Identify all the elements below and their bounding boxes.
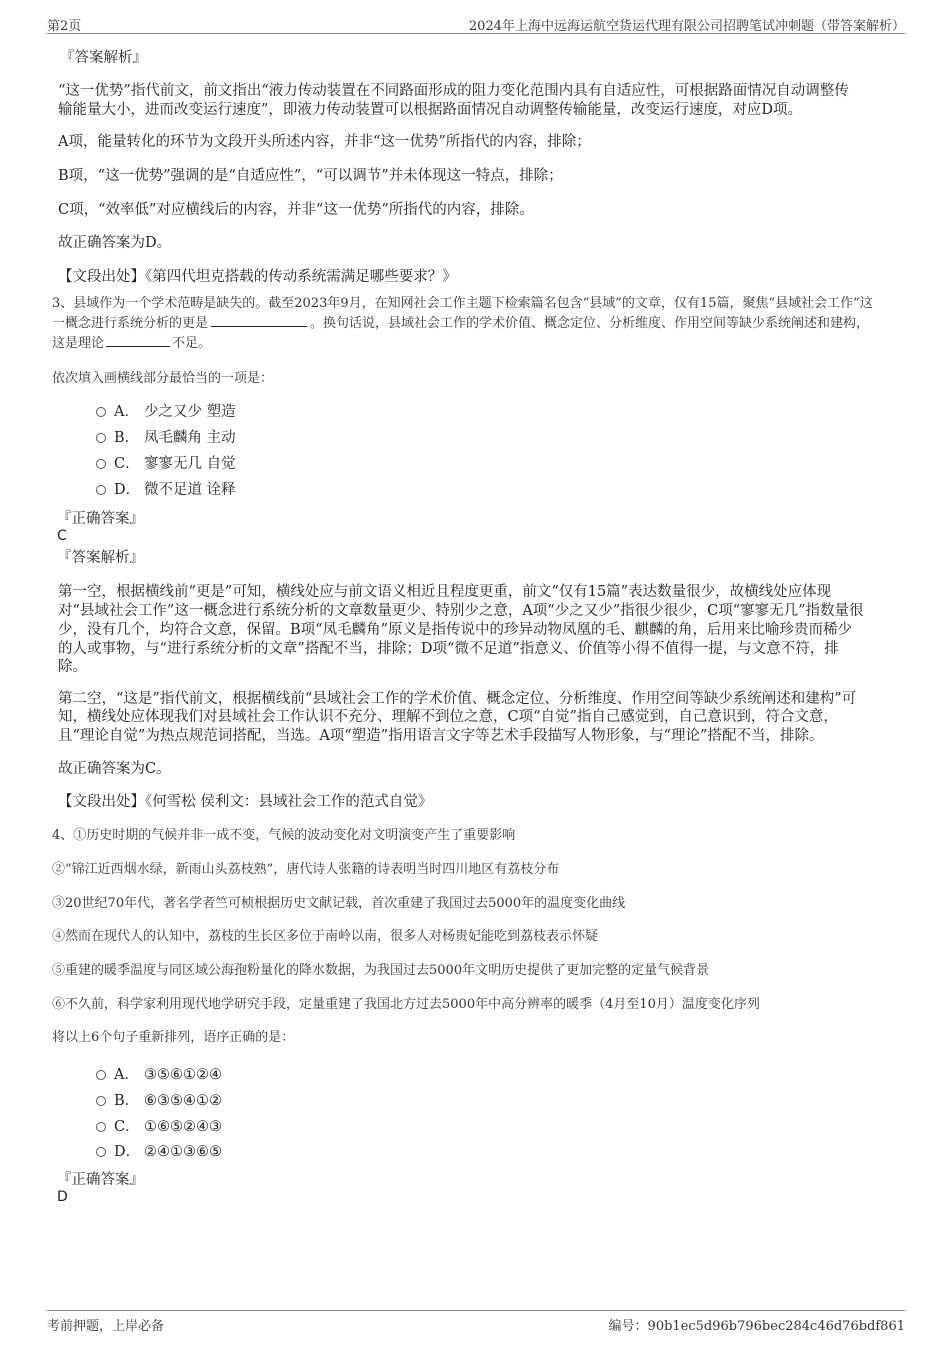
document-id: 编号：90b1ec5d96b796bec284c46d76bdf861 [608,1319,905,1334]
q3-option-b[interactable] [96,428,236,448]
answer-blank [106,334,170,347]
q3-stem-text: 一概念进行系统分析的更是 [52,316,209,331]
page-number: 第2页 [47,19,82,34]
q3-stem-line [52,334,211,354]
option-letter: D． [114,482,141,498]
q2-source: 【文段出处】《第四代坦克搭载的传动系统需满足哪些要求？》 [58,269,457,285]
radio-icon[interactable] [96,1147,106,1157]
option-letter: A． [114,1067,139,1083]
radio-icon[interactable] [96,1096,106,1106]
answer-blank [211,314,307,327]
q2-option-c-note: C项，“效率低”对应横线后的内容，并非“这一优势”所指代的内容，排除。 [58,202,534,218]
option-text: 寥寥无几 自觉 [144,456,236,472]
radio-icon[interactable] [96,407,106,417]
option-letter: C． [114,456,140,472]
q3-stem-text: 不足。 [172,336,212,351]
q3-answer: C [57,528,67,544]
q3-option-d[interactable] [96,480,236,500]
q2-analysis-line: 输能量大小，进而改变运行速度”，即液力传动装置可以根据路面情况自动调整传输能量，改变运行速度，对应D项。 [58,102,803,118]
q2-option-b-note: B项，“这一优势”强调的是“自适应性”，“可以调节”并未体现这一特点，排除； [58,168,563,184]
option-text: 凤毛麟角 主动 [144,430,236,446]
option-letter: C． [114,1119,140,1135]
q3-analysis-line: 对“县域社会工作”这一概念进行系统分析的文章数量更少、特别少之意，A项“少之又少”指很少很少，C项“寥寥无几”指数量很 [58,603,864,619]
document-title: 2024年上海中远海运航空货运代理有限公司招聘笔试冲刺题（带答案解析） [468,19,905,34]
q4-sentence: ④然而在现代人的认知中，荔枝的生长区多位于南岭以南，很多人对杨贵妃能吃到荔枝表示怀疑 [52,929,599,944]
q4-option-d[interactable] [96,1142,222,1162]
q4-option-a[interactable] [96,1065,222,1085]
q3-stem-line [52,314,869,334]
q4-sentence: ③20世纪70年代，著名学者竺可桢根据历史文献记载，首次重建了我国过去5000年的温度变化曲线 [52,896,626,911]
radio-icon[interactable] [96,485,106,495]
q2-analysis-line: “这一优势”指代前文，前文指出“液力传动装置在不同路面形成的阻力变化范围内具有自适应性，可根据路面情况自动调整传 [58,83,849,99]
q4-sentence: ⑥不久前，科学家利用现代地学研究手段，定量重建了我国北方过去5000年中高分辨率的暖季（4月至10月）温度变化序列 [52,997,760,1012]
q3-analysis-line: 第一空，根据横线前“更是”可知，横线处应与前文语义相近且程度更重，前文“仅有15篇”表达数量很少，故横线处应体现 [58,584,832,600]
radio-icon[interactable] [96,459,106,469]
q3-option-a[interactable] [96,402,236,422]
q3-analysis-line: 知，横线处应体现我们对县域社会工作认识不充分、理解不到位之意，C项“自觉”指自己感觉到，自己意识到，符合文意， [58,709,838,725]
option-letter: B． [114,1093,140,1109]
radio-icon[interactable] [96,1070,106,1080]
q4-option-b[interactable] [96,1091,222,1111]
q3-analysis-line: 第二空，“这是”指代前文，根据横线前“县域社会工作的学术价值、概念定位、分析维度、作用空间等缺少系统阐述和建构”可 [58,691,857,707]
option-text: 微不足道 诠释 [144,482,236,498]
page-header [47,13,905,34]
q4-answer-label: 『正确答案』 [57,1172,144,1188]
q4-option-c[interactable] [96,1117,222,1137]
q3-source: 【文段出处】《何雪松 侯利文：县域社会工作的范式自觉》 [58,794,433,810]
q4-sentence: ⑤重建的暖季温度与同区域公海孢粉量化的降水数据，为我国过去5000年文明历史提供了更加完整的定量气候背景 [52,963,710,978]
q4-sentence: 4、①历史时期的气候并非一成不变，气候的波动变化对文明演变产生了重要影响 [52,828,516,843]
q3-analysis-label: 『答案解析』 [57,550,144,566]
option-text: ①⑥⑤②④③ [144,1119,222,1135]
option-text: ⑥③⑤④①② [144,1093,222,1109]
option-text: 少之又少 塑造 [144,404,236,420]
q3-analysis-line: 少，没有几个，均符合文意，保留。B项“凤毛麟角”原义是指传说中的珍异动物凤凰的毛、麒麟的角，后用来比喻珍贵而稀少 [58,622,852,638]
q3-answer-label: 『正确答案』 [57,511,144,527]
option-letter: B． [114,430,140,446]
option-letter: A． [114,404,139,420]
q2-analysis-label: 『答案解析』 [60,50,147,66]
q3-analysis-line: 除。 [58,659,87,675]
q2-option-a-note: A项，能量转化的环节为文段开头所述内容，并非“这一优势”所指代的内容，排除； [58,134,591,150]
radio-icon[interactable] [96,433,106,443]
option-letter: D． [114,1144,141,1160]
q3-option-c[interactable] [96,454,236,474]
q3-prompt: 依次填入画横线部分最恰当的一项是： [52,371,274,386]
q3-stem-text: 。换句话说，县域社会工作的学术价值、概念定位、分析维度、作用空间等缺少系统阐述和建构， [310,316,870,331]
q2-conclusion: 故正确答案为D。 [58,235,172,251]
option-text: ②④①③⑥⑤ [144,1144,222,1160]
q4-sentence: ②“锦江近西烟水绿，新雨山头荔枝熟”，唐代诗人张籍的诗表明当时四川地区有荔枝分布 [52,862,560,877]
page-footer [47,1310,905,1337]
q3-stem-line: 3、县域作为一个学术范畴是缺失的。截至2023年9月，在知网社会工作主题下检索篇名包含“县域”的文章，仅有15篇，聚焦“县域社会工作”这 [52,296,873,311]
q4-answer: D [57,1189,68,1205]
q3-analysis-line: 的人或事物，与“进行系统分析的文章”搭配不当，排除；D项“微不足道”指意义、价值等小得不值得一提，与文意不符，排 [58,641,839,657]
footer-slogan: 考前押题，上岸必备 [47,1319,165,1334]
option-text: ③⑤⑥①②④ [144,1067,222,1083]
q4-prompt: 将以上6个句子重新排列，语序正确的是： [52,1030,295,1045]
q3-stem-text: 这是理论 [52,336,105,351]
radio-icon[interactable] [96,1122,106,1132]
q3-conclusion: 故正确答案为C。 [58,761,171,777]
q3-analysis-line: 且“理论自觉”为热点规范词搭配，当选。A项“塑造”指用语言文字等艺术手段描写人物形象，与“理论”搭配不当，排除。 [58,728,824,744]
